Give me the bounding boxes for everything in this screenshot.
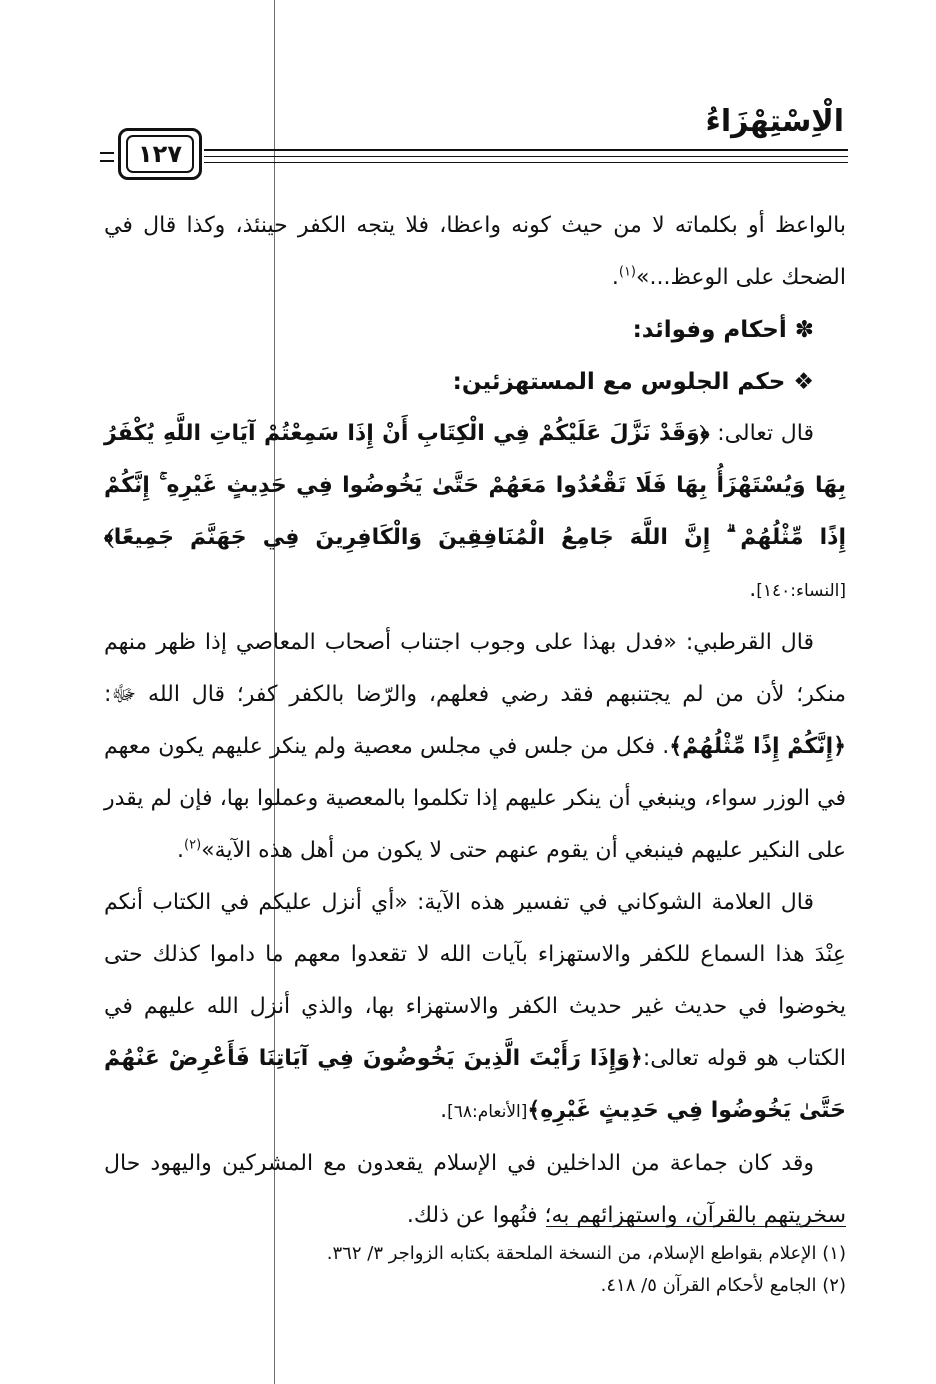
paragraph bbox=[104, 877, 846, 1138]
header-rule bbox=[204, 162, 848, 163]
quran-verse: ﴿إِنَّكُمْ إِذًا مِّثْلُهُمْ﴾ bbox=[669, 734, 847, 759]
footnotes bbox=[104, 1238, 846, 1302]
header-rule-stub bbox=[100, 152, 114, 154]
page-number: ١٢٧ bbox=[126, 135, 194, 173]
text-run: . bbox=[177, 838, 185, 863]
page-header bbox=[100, 100, 848, 186]
footnote-marker: (٢) bbox=[184, 837, 202, 853]
text-run: . فكل من جلس في مجلس معصية ولم ينكر عليهم يكون معهم في الوزر سواء، وينبغي أن ينكر عليهم إذا تكلموا بالمعصية وعملوا بها، فإن لم يقدر على النكير عليهم فينبغي أن يقوم عنهم حتى لا يكون من أهل هذه الآية» bbox=[104, 734, 846, 863]
text-run: قال القرطبي: «فدل بهذا على وجوب اجتناب أصحاب المعاصي إذا ظهر منهم منكر؛ لأن من لم يجتنبهم فقد رضي فعلهم، والرّضا بالكفر كفر؛ قال الله ﷻ: bbox=[104, 630, 846, 707]
main-text bbox=[104, 200, 846, 1242]
subsection-heading: ❖ حكم الجلوس مع المستهزئين: bbox=[452, 369, 814, 395]
quran-verse: ﴿وَقَدْ نَزَّلَ عَلَيْكُمْ فِي الْكِتَابِ أَنْ إِذَا سَمِعْتُمْ آيَاتِ اللَّهِ يُكْفَرُ بِهَا وَيُسْتَهْزَأُ بِهَا فَلَا تَقْعُدُوا مَعَهُمْ حَتَّىٰ يَخُوضُوا فِي حَدِيثٍ غَيْرِهِ ۚ إِنَّكُمْ إِذًا مِّثْلُهُمْ ۗ إِنَّ اللَّهَ جَامِعُ الْمُنَافِقِينَ وَالْكَافِرِينَ فِي جَهَنَّمَ جَمِيعًا﴾ bbox=[104, 421, 846, 550]
footnote-separator bbox=[546, 1226, 846, 1227]
header-rule bbox=[204, 149, 848, 151]
text-run: . bbox=[611, 265, 619, 290]
footnote: (١) الإعلام بقواطع الإسلام، من النسخة الملحقة بكتابه الزواجر ٣/ ٣٦٢. bbox=[326, 1243, 846, 1264]
page-number-frame bbox=[118, 128, 202, 180]
paragraph bbox=[104, 617, 846, 877]
header-rule-stub bbox=[100, 160, 114, 162]
header-rule bbox=[204, 156, 848, 157]
quran-verse: ﴿وَإِذَا رَأَيْتَ الَّذِينَ يَخُوضُونَ فِي آيَاتِنَا فَأَعْرِضْ عَنْهُمْ حَتَّىٰ يَخُوضُوا فِي حَدِيثٍ غَيْرِهِ﴾ bbox=[104, 1046, 846, 1123]
paragraph: وقد كان جماعة من الداخلين في الإسلام يقعدون مع المشركين واليهود حال سخريتهم بالقرآن، واستهزائهم به؛ فنُهوا عن ذلك. bbox=[104, 1151, 846, 1228]
running-title: الْاِسْتِهْزَاءُ bbox=[705, 104, 844, 139]
paragraph bbox=[104, 200, 846, 304]
section-heading: ✽ أحكام وفوائد: bbox=[632, 317, 814, 343]
text-run: . bbox=[749, 577, 757, 602]
text-run: قال العلامة الشوكاني في تفسير هذه الآية: «أي أنزل عليكم في الكتاب أنكم عِنْدَ هذا السماع للكفر والاستهزاء بآيات الله لا تقعدوا معهم ما داموا كذلك حتى يخوضوا في حديث غير حديث الكفر والاستهزاء بها، والذي أنزل الله عليهم في الكتاب هو قوله تعالى: bbox=[104, 890, 846, 1071]
text-run: قال تعالى: bbox=[717, 421, 814, 446]
footnote: (٢) الجامع لأحكام القرآن ٥/ ٤١٨. bbox=[600, 1275, 846, 1296]
footnote-marker: (١) bbox=[618, 264, 636, 280]
text-run: . bbox=[440, 1098, 448, 1123]
text-run: بالواعظ أو بكلماته لا من حيث كونه واعظا، فلا يتجه الكفر حينئذ، وكذا قال في الضحك على الوعظ...» bbox=[104, 213, 846, 290]
verse-reference: [الأنعام:٦٨] bbox=[447, 1102, 528, 1122]
verse-reference: [النساء:١٤٠] bbox=[756, 581, 846, 601]
paragraph bbox=[104, 408, 846, 617]
